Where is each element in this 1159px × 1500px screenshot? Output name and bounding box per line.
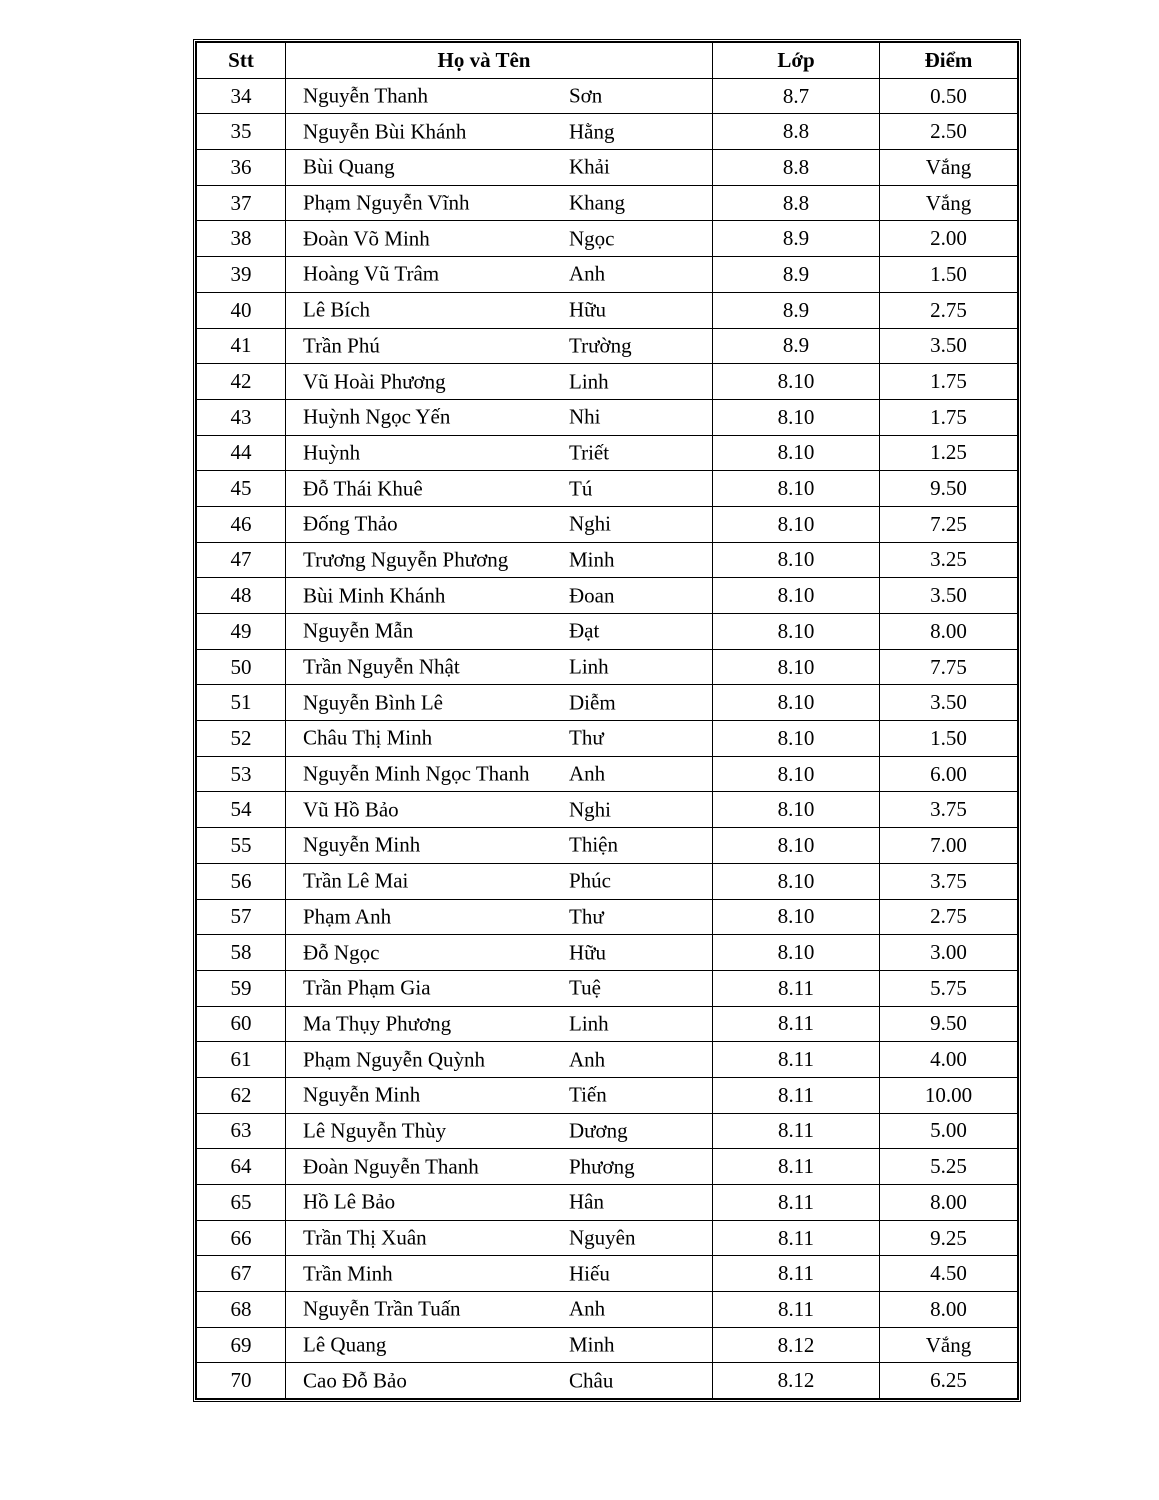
cell-given-name: Nghi (569, 511, 611, 536)
cell-given-name: Thư (569, 725, 604, 750)
cell-class: 8.9 (713, 292, 880, 328)
cell-full-name (286, 863, 713, 899)
table-row (197, 1292, 1018, 1328)
cell-class: 8.10 (713, 721, 880, 757)
cell-stt: 35 (197, 114, 286, 150)
cell-stt: 46 (197, 506, 286, 542)
cell-stt: 69 (197, 1327, 286, 1363)
cell-family-middle-name: Trần Minh (303, 1261, 393, 1286)
cell-family-middle-name: Đoàn Võ Minh (303, 226, 430, 251)
cell-stt: 50 (197, 649, 286, 685)
cell-family-middle-name: Trần Thị Xuân (303, 1225, 427, 1250)
cell-score: 3.50 (880, 685, 1018, 721)
table-row (197, 399, 1018, 435)
cell-class: 8.11 (713, 970, 880, 1006)
table-row (197, 756, 1018, 792)
cell-given-name: Khải (569, 154, 610, 179)
cell-stt: 41 (197, 328, 286, 364)
cell-class: 8.10 (713, 578, 880, 614)
cell-full-name (286, 257, 713, 293)
cell-full-name (286, 1113, 713, 1149)
cell-stt: 67 (197, 1256, 286, 1292)
cell-class: 8.8 (713, 114, 880, 150)
cell-given-name: Thiện (569, 832, 618, 857)
cell-full-name (286, 685, 713, 721)
table-row (197, 578, 1018, 614)
cell-stt: 61 (197, 1042, 286, 1078)
cell-family-middle-name: Cao Đỗ Bảo (303, 1368, 407, 1393)
table-row (197, 1256, 1018, 1292)
cell-class: 8.11 (713, 1185, 880, 1221)
cell-full-name (286, 78, 713, 114)
cell-given-name: Dương (569, 1118, 628, 1143)
cell-class: 8.11 (713, 1113, 880, 1149)
cell-class: 8.10 (713, 792, 880, 828)
cell-stt: 40 (197, 292, 286, 328)
cell-stt: 59 (197, 970, 286, 1006)
cell-full-name (286, 899, 713, 935)
cell-full-name (286, 364, 713, 400)
cell-stt: 55 (197, 828, 286, 864)
cell-full-name (286, 185, 713, 221)
cell-class: 8.10 (713, 614, 880, 650)
cell-full-name (286, 1327, 713, 1363)
cell-full-name (286, 506, 713, 542)
table-row (197, 1042, 1018, 1078)
table-body (197, 78, 1018, 1398)
cell-stt: 60 (197, 1006, 286, 1042)
cell-score: Vắng (880, 150, 1018, 186)
cell-stt: 45 (197, 471, 286, 507)
cell-full-name (286, 935, 713, 971)
table-row (197, 1327, 1018, 1363)
cell-family-middle-name: Phạm Nguyễn Quỳnh (303, 1047, 485, 1072)
cell-class: 8.10 (713, 935, 880, 971)
cell-class: 8.10 (713, 863, 880, 899)
cell-score: 6.00 (880, 756, 1018, 792)
cell-given-name: Linh (569, 1011, 609, 1036)
cell-full-name (286, 1149, 713, 1185)
score-table (196, 42, 1018, 1399)
cell-class: 8.10 (713, 506, 880, 542)
cell-given-name: Hữu (569, 297, 607, 322)
cell-given-name: Triết (569, 440, 610, 465)
cell-family-middle-name: Nguyễn Minh (303, 1082, 421, 1107)
cell-stt: 57 (197, 899, 286, 935)
header-score: Điểm (880, 43, 1018, 79)
cell-family-middle-name: Trần Nguyễn Nhật (303, 654, 460, 679)
cell-class: 8.10 (713, 649, 880, 685)
cell-class: 8.12 (713, 1327, 880, 1363)
table-row (197, 899, 1018, 935)
cell-stt: 38 (197, 221, 286, 257)
cell-score: 4.50 (880, 1256, 1018, 1292)
table-row (197, 292, 1018, 328)
cell-score: 4.00 (880, 1042, 1018, 1078)
cell-family-middle-name: Nguyễn Mẫn (303, 618, 414, 643)
cell-score: Vắng (880, 185, 1018, 221)
cell-family-middle-name: Nguyễn Bình Lê (303, 690, 443, 715)
cell-family-middle-name: Vũ Hoài Phương (303, 369, 446, 394)
cell-score: 3.75 (880, 863, 1018, 899)
cell-full-name (286, 1256, 713, 1292)
cell-given-name: Thư (569, 904, 604, 929)
cell-score: 1.50 (880, 257, 1018, 293)
table-row (197, 328, 1018, 364)
cell-family-middle-name: Huỳnh Ngọc Yến (303, 404, 451, 429)
cell-score: 8.00 (880, 1292, 1018, 1328)
cell-class: 8.11 (713, 1077, 880, 1113)
table-row (197, 649, 1018, 685)
cell-full-name (286, 649, 713, 685)
cell-given-name: Châu (569, 1368, 614, 1393)
cell-score: 2.50 (880, 114, 1018, 150)
table-row (197, 1363, 1018, 1399)
cell-family-middle-name: Bùi Quang (303, 154, 395, 179)
cell-class: 8.10 (713, 364, 880, 400)
header-class: Lớp (713, 43, 880, 79)
cell-full-name (286, 1292, 713, 1328)
cell-score: 1.25 (880, 435, 1018, 471)
cell-class: 8.9 (713, 221, 880, 257)
table-row (197, 792, 1018, 828)
table-row (197, 78, 1018, 114)
table-row (197, 506, 1018, 542)
cell-class: 8.10 (713, 435, 880, 471)
cell-class: 8.10 (713, 542, 880, 578)
cell-score: 8.00 (880, 614, 1018, 650)
cell-score: 7.25 (880, 506, 1018, 542)
table-row (197, 1149, 1018, 1185)
cell-full-name (286, 1363, 713, 1399)
cell-stt: 39 (197, 257, 286, 293)
cell-stt: 53 (197, 756, 286, 792)
cell-given-name: Trường (569, 333, 632, 358)
table-row (197, 364, 1018, 400)
cell-stt: 66 (197, 1220, 286, 1256)
cell-full-name (286, 114, 713, 150)
cell-score: 5.25 (880, 1149, 1018, 1185)
cell-score: 1.75 (880, 364, 1018, 400)
cell-stt: 56 (197, 863, 286, 899)
cell-full-name (286, 542, 713, 578)
cell-score: 9.25 (880, 1220, 1018, 1256)
cell-family-middle-name: Trương Nguyễn Phương (303, 547, 509, 572)
cell-stt: 48 (197, 578, 286, 614)
table-row (197, 828, 1018, 864)
cell-stt: 64 (197, 1149, 286, 1185)
cell-class: 8.7 (713, 78, 880, 114)
cell-score: 5.75 (880, 970, 1018, 1006)
cell-stt: 42 (197, 364, 286, 400)
cell-full-name (286, 721, 713, 757)
cell-class: 8.11 (713, 1042, 880, 1078)
cell-family-middle-name: Hoàng Vũ Trâm (303, 261, 440, 286)
table-row (197, 1185, 1018, 1221)
cell-stt: 43 (197, 399, 286, 435)
cell-full-name (286, 828, 713, 864)
cell-score: 7.75 (880, 649, 1018, 685)
table-row (197, 185, 1018, 221)
cell-family-middle-name: Phạm Nguyễn Vĩnh (303, 190, 470, 215)
cell-given-name: Sơn (569, 83, 603, 108)
table-row (197, 1113, 1018, 1149)
cell-family-middle-name: Hồ Lê Bảo (303, 1189, 396, 1214)
cell-class: 8.9 (713, 328, 880, 364)
cell-score: 2.00 (880, 221, 1018, 257)
cell-score: 8.00 (880, 1185, 1018, 1221)
cell-score: 9.50 (880, 1006, 1018, 1042)
table-row (197, 970, 1018, 1006)
cell-given-name: Ngọc (569, 226, 615, 251)
cell-family-middle-name: Trần Phú (303, 333, 380, 358)
cell-score: 3.75 (880, 792, 1018, 828)
table-row (197, 935, 1018, 971)
cell-class: 8.11 (713, 1006, 880, 1042)
cell-stt: 44 (197, 435, 286, 471)
cell-full-name (286, 150, 713, 186)
cell-family-middle-name: Ma Thụy Phương (303, 1011, 452, 1036)
cell-score: 5.00 (880, 1113, 1018, 1149)
header-name: Họ và Tên (286, 43, 713, 79)
cell-stt: 51 (197, 685, 286, 721)
cell-full-name (286, 328, 713, 364)
cell-given-name: Phương (569, 1154, 635, 1179)
cell-given-name: Tiến (569, 1082, 607, 1107)
cell-given-name: Tú (569, 476, 593, 501)
cell-family-middle-name: Đống Thảo (303, 511, 398, 536)
cell-full-name (286, 292, 713, 328)
cell-class: 8.10 (713, 399, 880, 435)
cell-class: 8.9 (713, 257, 880, 293)
cell-stt: 49 (197, 614, 286, 650)
cell-stt: 70 (197, 1363, 286, 1399)
cell-given-name: Anh (569, 1047, 606, 1072)
cell-class: 8.10 (713, 756, 880, 792)
table-row (197, 435, 1018, 471)
cell-full-name (286, 970, 713, 1006)
cell-class: 8.12 (713, 1363, 880, 1399)
cell-score: 2.75 (880, 292, 1018, 328)
cell-family-middle-name: Lê Quang (303, 1332, 387, 1357)
cell-given-name: Linh (569, 369, 609, 394)
cell-family-middle-name: Châu Thị Minh (303, 725, 433, 750)
cell-given-name: Hữu (569, 940, 607, 965)
cell-score: 3.50 (880, 578, 1018, 614)
cell-given-name: Nguyên (569, 1225, 636, 1250)
cell-family-middle-name: Trần Phạm Gia (303, 975, 431, 1000)
cell-score: 9.50 (880, 471, 1018, 507)
cell-class: 8.10 (713, 685, 880, 721)
header-stt: Stt (197, 43, 286, 79)
table-row (197, 257, 1018, 293)
cell-full-name (286, 756, 713, 792)
cell-family-middle-name: Nguyễn Bùi Khánh (303, 119, 467, 144)
cell-full-name (286, 471, 713, 507)
cell-given-name: Minh (569, 547, 615, 572)
cell-score: 3.00 (880, 935, 1018, 971)
cell-full-name (286, 1185, 713, 1221)
cell-full-name (286, 792, 713, 828)
cell-class: 8.10 (713, 899, 880, 935)
cell-score: 6.25 (880, 1363, 1018, 1399)
cell-score: 1.75 (880, 399, 1018, 435)
cell-class: 8.8 (713, 150, 880, 186)
cell-full-name (286, 1077, 713, 1113)
cell-score: 7.00 (880, 828, 1018, 864)
cell-family-middle-name: Trần Lê Mai (303, 868, 409, 893)
cell-class: 8.11 (713, 1292, 880, 1328)
cell-family-middle-name: Nguyễn Trần Tuấn (303, 1296, 461, 1321)
table-row (197, 1077, 1018, 1113)
cell-stt: 47 (197, 542, 286, 578)
cell-family-middle-name: Bùi Minh Khánh (303, 583, 446, 608)
cell-class: 8.11 (713, 1149, 880, 1185)
table-row (197, 114, 1018, 150)
cell-given-name: Minh (569, 1332, 615, 1357)
cell-score: 3.25 (880, 542, 1018, 578)
cell-family-middle-name: Đoàn Nguyễn Thanh (303, 1154, 479, 1179)
table-row (197, 1220, 1018, 1256)
cell-full-name (286, 221, 713, 257)
cell-given-name: Đoan (569, 583, 615, 608)
cell-family-middle-name: Lê Bích (303, 297, 371, 322)
cell-family-middle-name: Nguyễn Thanh (303, 83, 429, 108)
cell-full-name (286, 1042, 713, 1078)
cell-given-name: Phúc (569, 868, 611, 893)
cell-stt: 63 (197, 1113, 286, 1149)
score-table-frame (193, 39, 1021, 1402)
cell-class: 8.10 (713, 828, 880, 864)
cell-full-name (286, 1006, 713, 1042)
cell-given-name: Tuệ (569, 975, 601, 1000)
cell-given-name: Diễm (569, 690, 616, 715)
cell-family-middle-name: Nguyễn Minh (303, 832, 421, 857)
cell-family-middle-name: Lê Nguyễn Thùy (303, 1118, 447, 1143)
cell-given-name: Linh (569, 654, 609, 679)
cell-stt: 54 (197, 792, 286, 828)
cell-family-middle-name: Huỳnh (303, 440, 361, 465)
cell-stt: 62 (197, 1077, 286, 1113)
cell-full-name (286, 1220, 713, 1256)
cell-full-name (286, 399, 713, 435)
table-row (197, 471, 1018, 507)
cell-class: 8.8 (713, 185, 880, 221)
table-row (197, 685, 1018, 721)
cell-stt: 65 (197, 1185, 286, 1221)
cell-given-name: Nghi (569, 797, 611, 822)
cell-score: 1.50 (880, 721, 1018, 757)
table-row (197, 542, 1018, 578)
cell-given-name: Hiếu (569, 1261, 610, 1286)
cell-family-middle-name: Đỗ Thái Khuê (303, 476, 423, 501)
cell-given-name: Nhi (569, 404, 601, 429)
cell-given-name: Anh (569, 761, 606, 786)
cell-score: Vắng (880, 1327, 1018, 1363)
table-row (197, 721, 1018, 757)
cell-stt: 37 (197, 185, 286, 221)
cell-class: 8.11 (713, 1256, 880, 1292)
cell-score: 0.50 (880, 78, 1018, 114)
cell-family-middle-name: Nguyễn Minh Ngọc Thanh (303, 761, 530, 786)
cell-score: 2.75 (880, 899, 1018, 935)
cell-full-name (286, 578, 713, 614)
cell-family-middle-name: Phạm Anh (303, 904, 392, 929)
cell-family-middle-name: Đỗ Ngọc (303, 940, 380, 965)
cell-given-name: Anh (569, 1296, 606, 1321)
cell-stt: 68 (197, 1292, 286, 1328)
cell-full-name (286, 614, 713, 650)
table-row (197, 150, 1018, 186)
table-row (197, 863, 1018, 899)
cell-stt: 52 (197, 721, 286, 757)
cell-score: 10.00 (880, 1077, 1018, 1113)
cell-family-middle-name: Vũ Hồ Bảo (303, 797, 399, 822)
cell-score: 3.50 (880, 328, 1018, 364)
table-row (197, 221, 1018, 257)
cell-stt: 36 (197, 150, 286, 186)
table-row (197, 614, 1018, 650)
cell-class: 8.11 (713, 1220, 880, 1256)
cell-full-name (286, 435, 713, 471)
cell-given-name: Đạt (569, 618, 600, 643)
cell-given-name: Hằng (569, 119, 615, 144)
cell-given-name: Hân (569, 1189, 604, 1214)
cell-stt: 34 (197, 78, 286, 114)
cell-given-name: Anh (569, 261, 606, 286)
table-row (197, 1006, 1018, 1042)
cell-given-name: Khang (569, 190, 625, 215)
cell-class: 8.10 (713, 471, 880, 507)
table-header-row (197, 43, 1018, 79)
cell-stt: 58 (197, 935, 286, 971)
